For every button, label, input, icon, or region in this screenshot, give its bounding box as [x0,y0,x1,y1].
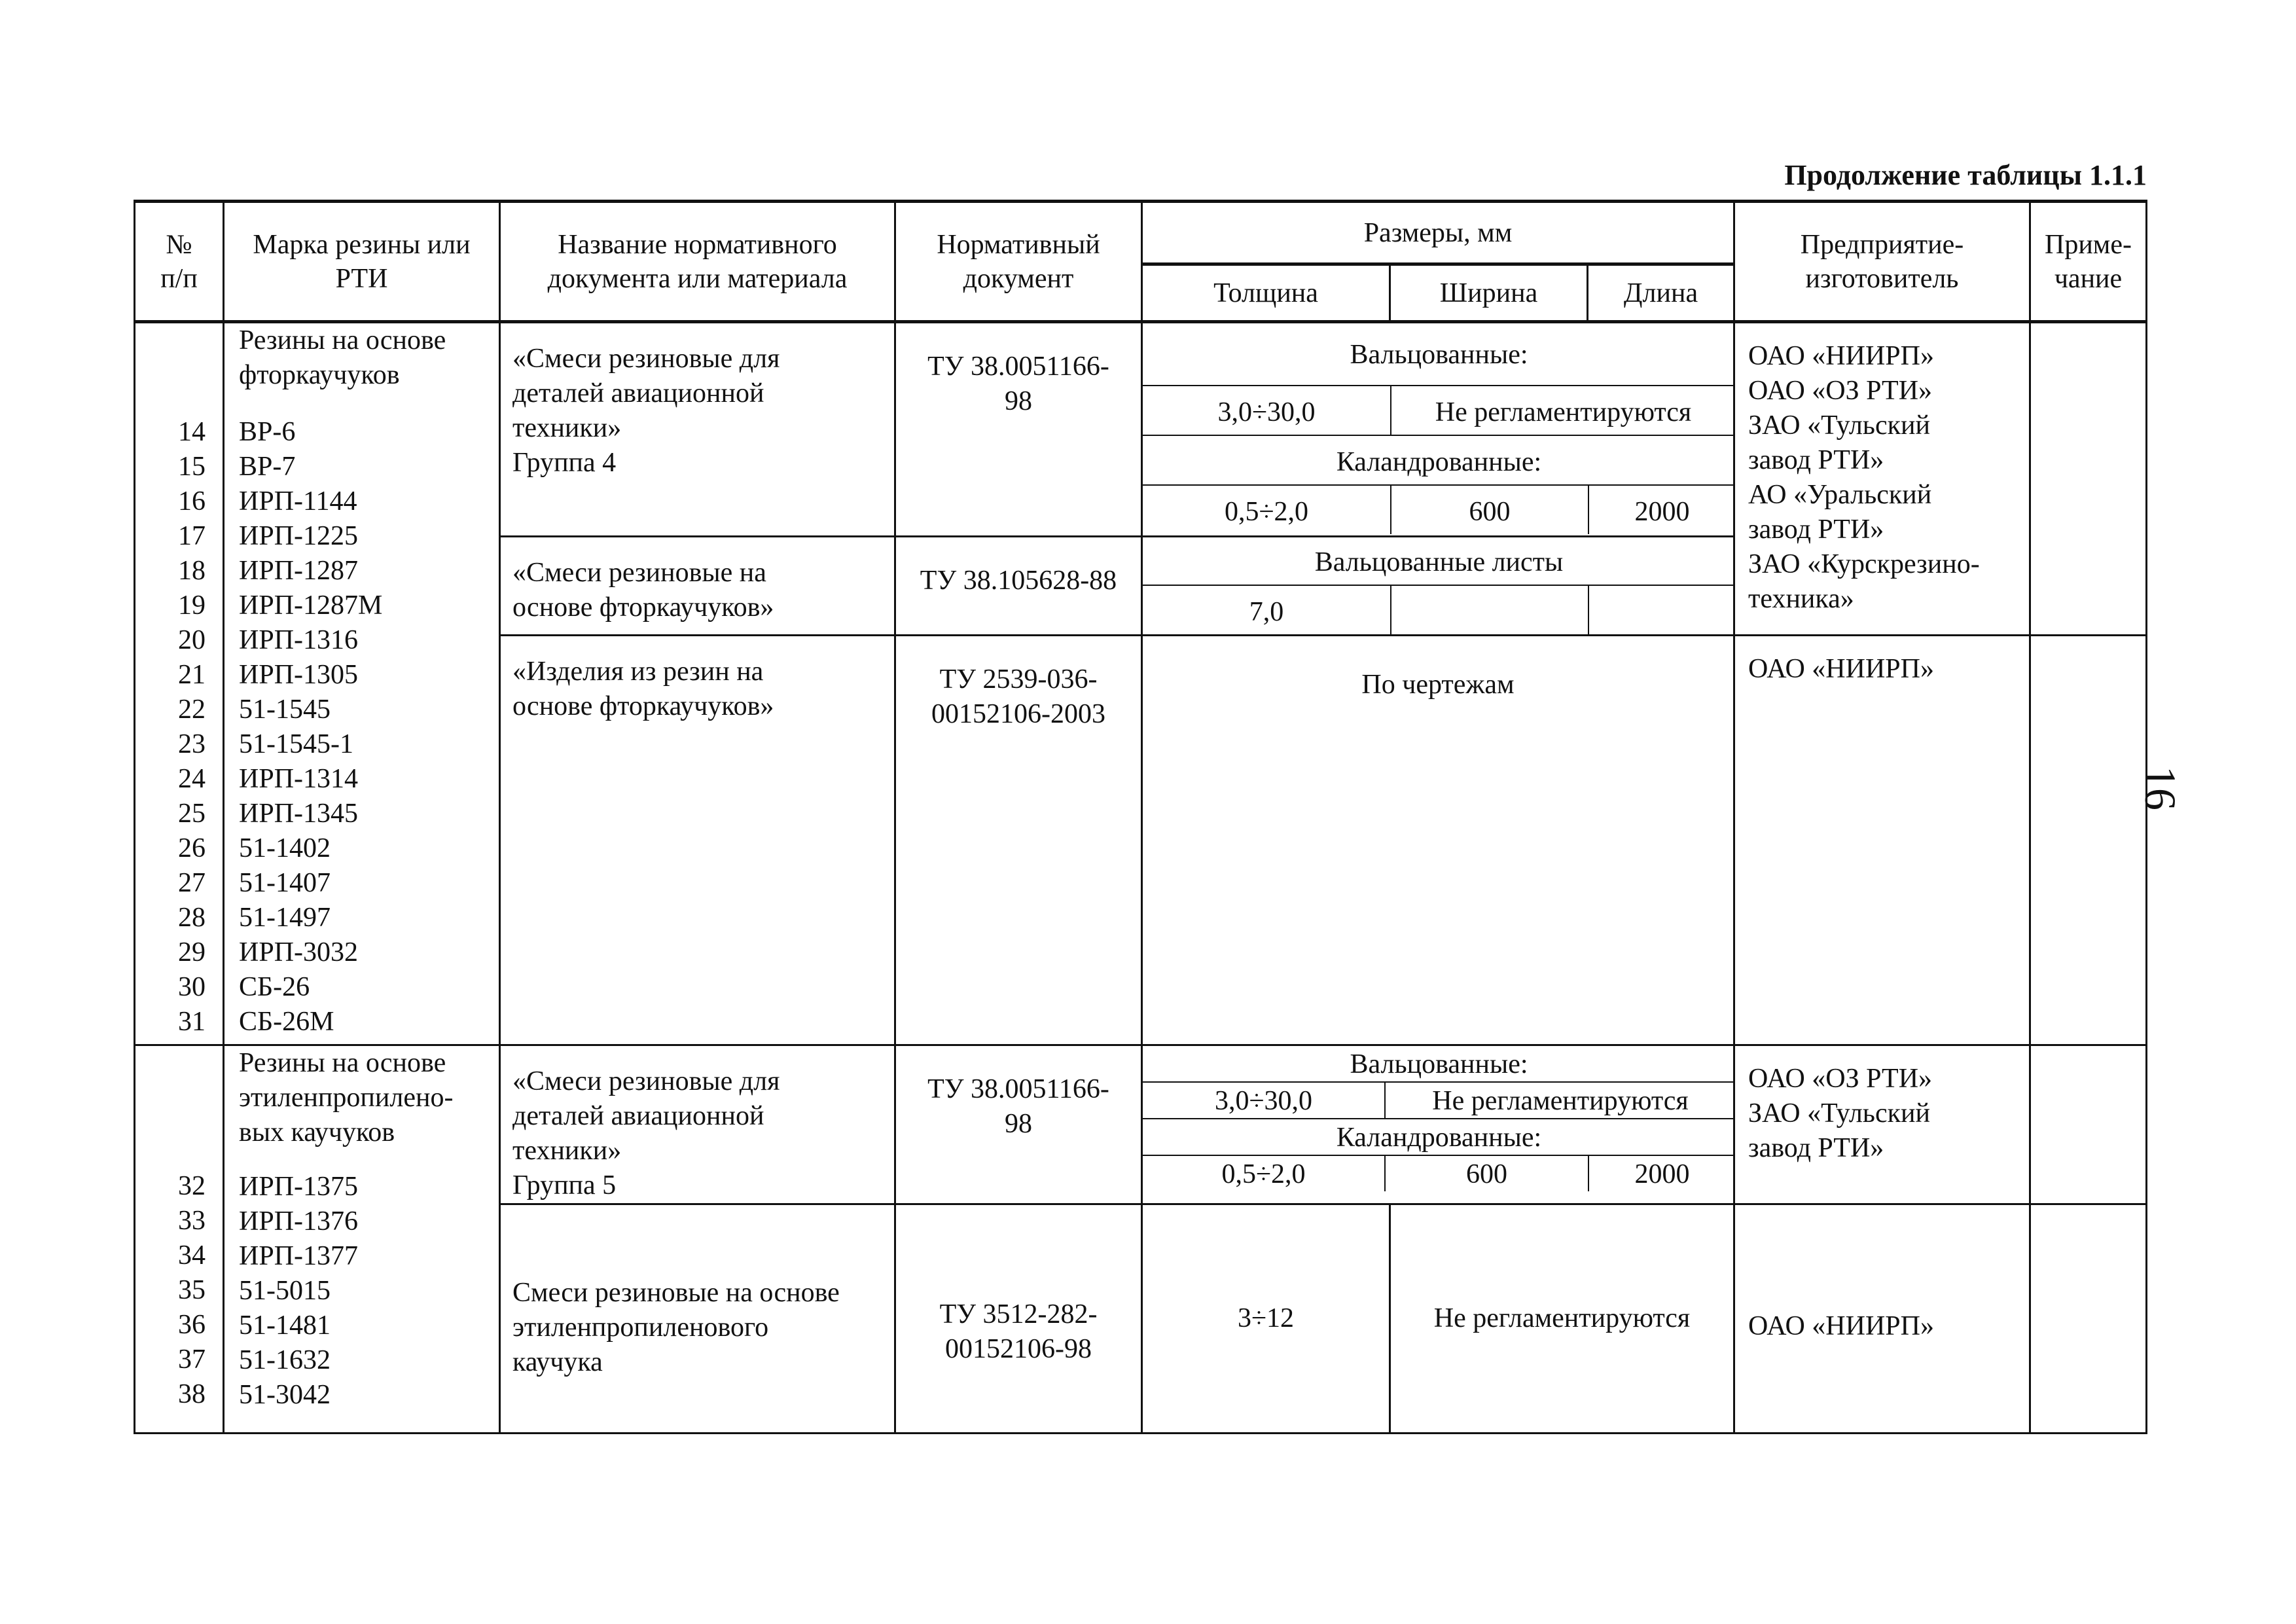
manufacturer: ЗАО «Тульский [1748,410,1930,441]
header-width: Ширина [1390,264,1588,322]
row-number: 19 [178,590,206,621]
row-number: 25 [178,799,206,829]
rubber-brand: 51-1545 [239,695,331,725]
row-number: 18 [178,556,206,586]
rubber-brand: ВР-6 [239,417,296,447]
page-number: 16 [2136,766,2185,810]
g1-rowA-norm: ТУ 38.0051166- 98 [895,322,1142,537]
row-number: 38 [178,1379,206,1409]
rolled-label: Вальцованные: [1350,340,1528,370]
manufacturer: ОАО «ОЗ РТИ» [1748,376,1933,406]
rubber-brand: 51-1497 [239,903,331,933]
rubber-brand: ИРП-1377 [239,1241,359,1271]
g1-rowB-doc: «Смеси резиновые на основе фторкаучуков» [500,537,895,636]
g2-note [2030,1045,2147,1204]
row-number: 24 [178,764,206,794]
header-sizes: Размеры, мм [1142,202,1734,264]
row-number: 17 [178,521,206,551]
row-number: 16 [178,486,206,516]
row-number: 27 [178,868,206,898]
g2-rowA-doc: «Смеси резиновые для деталей авиационной техники» Группа 5 [500,1045,895,1204]
group1-title: Резины на основе фторкаучуков [239,325,446,390]
row-number: 15 [178,452,206,482]
rubber-table [134,200,2147,1434]
row-number: 20 [178,625,206,655]
g1-rowA-doc: «Смеси резиновые для деталей авиационной техники» Группа 4 [500,322,895,537]
rubber-brand: ИРП-1287 [239,556,359,586]
g2-rowB-note [2030,1204,2147,1434]
header-norm-doc: Нормативный документ [895,202,1142,322]
cal-width: 600 [1391,485,1588,534]
g1-note [2030,322,2147,636]
calendered-label: Каландрованные: [1143,1119,1735,1155]
rubber-brand: ИРП-1345 [239,799,359,829]
row-number: 14 [178,417,206,447]
rubber-brand: ИРП-1314 [239,764,359,794]
row-number: 23 [178,729,206,759]
header-doc-name: Название нормативного документа или материала [500,202,895,322]
row-number: 35 [178,1275,206,1305]
not-regulated: Не регламентируются [1385,1082,1735,1119]
g1-rowB-norm: ТУ 38.105628-88 [895,537,1142,636]
group2-title: Резины на основе этиленпропилено- вых каучуков [239,1048,454,1147]
manufacturer: завод РТИ» [1748,445,1884,475]
rubber-brand: 51-3042 [239,1380,331,1410]
rubber-brand: ИРП-1375 [239,1172,359,1202]
row-number: 29 [178,937,206,967]
table-caption: Продолжение таблицы 1.1.1 [1784,159,2147,191]
manufacturer: АО «Уральский [1748,480,1932,510]
manufacturer: ЗАО «Тульский [1748,1098,1930,1128]
cal-thickness: 0,5÷2,0 [1143,485,1391,534]
g1-rowC-note [2030,636,2147,1045]
g2-rowB-norm: ТУ 3512-282- 00152106-98 [895,1204,1142,1434]
row-number: 21 [178,660,206,690]
g1-rowC-norm: ТУ 2539-036- 00152106-2003 [895,636,1142,1045]
g1-rowA-sizes [1142,322,1734,537]
row-number: 37 [178,1344,206,1375]
rubber-brand: 51-1632 [239,1345,331,1375]
row-number: 30 [178,972,206,1002]
manufacturer: завод РТИ» [1748,514,1884,545]
manufacturer: ЗАО «Курскрезино- [1748,549,1980,579]
g1-rowC-manufacturer: ОАО «НИИРП» [1734,636,2030,1045]
rubber-brand: 51-1481 [239,1310,331,1341]
calendered-label: Каландрованные: [1143,435,1735,485]
rubber-brand: ИРП-1305 [239,660,359,690]
g2-rowB-manufacturer: ОАО «НИИРП» [1734,1204,2030,1434]
manufacturer: завод РТИ» [1748,1133,1884,1163]
rubber-brand: ИРП-1144 [239,486,357,516]
manufacturer: ОАО «ОЗ РТИ» [1748,1064,1933,1094]
group2-brands [224,1045,500,1434]
rubber-brand: СБ-26М [239,1007,334,1037]
group2-numbers [135,1045,224,1434]
header-note: Приме- чание [2030,202,2147,322]
header-length: Длина [1588,264,1734,322]
rubber-brand: ИРП-1316 [239,625,359,655]
cal-thickness: 0,5÷2,0 [1143,1155,1385,1191]
row-number: 22 [178,695,206,725]
header-num: № п/п [135,202,224,322]
row-number: 28 [178,903,206,933]
g1-manufacturers [1734,322,2030,636]
sheets-label: Вальцованные листы [1314,547,1564,577]
row-number: 32 [178,1171,206,1201]
cal-width: 600 [1385,1155,1588,1191]
rubber-brand: 51-1402 [239,833,331,863]
not-regulated: Не регламентируются [1391,386,1735,435]
rubber-brand: ИРП-1225 [239,521,359,551]
g2-rowA-sizes [1142,1045,1734,1204]
g1-rowC-sizes: По чертежам [1142,636,1734,1045]
manufacturer: ОАО «НИИРП» [1748,341,1934,371]
group1-brands [224,322,500,1045]
header-brand: Марка резины или РТИ [224,202,500,322]
rolled-thickness: 3,0÷30,0 [1143,1082,1385,1119]
g2-rowB-thickness: 3÷12 [1142,1204,1390,1434]
row-number: 33 [178,1206,206,1236]
g1-rowB-sizes [1142,537,1734,636]
header-manufacturer: Предприятие- изготовитель [1734,202,2030,322]
row-number: 31 [178,1007,206,1037]
rubber-brand: ВР-7 [239,452,296,482]
rolled-thickness: 3,0÷30,0 [1143,386,1391,435]
row-number: 34 [178,1240,206,1271]
rubber-brand: 51-5015 [239,1276,331,1306]
rubber-brand: 51-1545-1 [239,729,353,759]
row-number: 26 [178,833,206,863]
header-thickness: Толщина [1142,264,1390,322]
manufacturer: техника» [1748,584,1854,614]
cal-length: 2000 [1588,485,1735,534]
sheets-thickness: 7,0 [1143,585,1391,634]
g2-rowB-doc: Смеси резиновые на основе этиленпропиленового каучука [500,1204,895,1434]
row-number: 36 [178,1310,206,1340]
g2-manufacturers [1734,1045,2030,1204]
rolled-label: Вальцованные: [1350,1049,1528,1079]
g1-rowC-doc: «Изделия из резин на основе фторкаучуков» [500,636,895,1045]
rubber-brand: ИРП-1287М [239,590,383,621]
rubber-brand: СБ-26 [239,972,310,1002]
cal-length: 2000 [1588,1155,1735,1191]
g2-rowA-norm: ТУ 38.0051166- 98 [895,1045,1142,1204]
group1-numbers [135,322,224,1045]
rubber-brand: 51-1407 [239,868,331,898]
rubber-brand: ИРП-1376 [239,1206,359,1236]
rubber-brand: ИРП-3032 [239,937,359,967]
g2-rowB-not-regulated: Не регламентируются [1390,1204,1734,1434]
